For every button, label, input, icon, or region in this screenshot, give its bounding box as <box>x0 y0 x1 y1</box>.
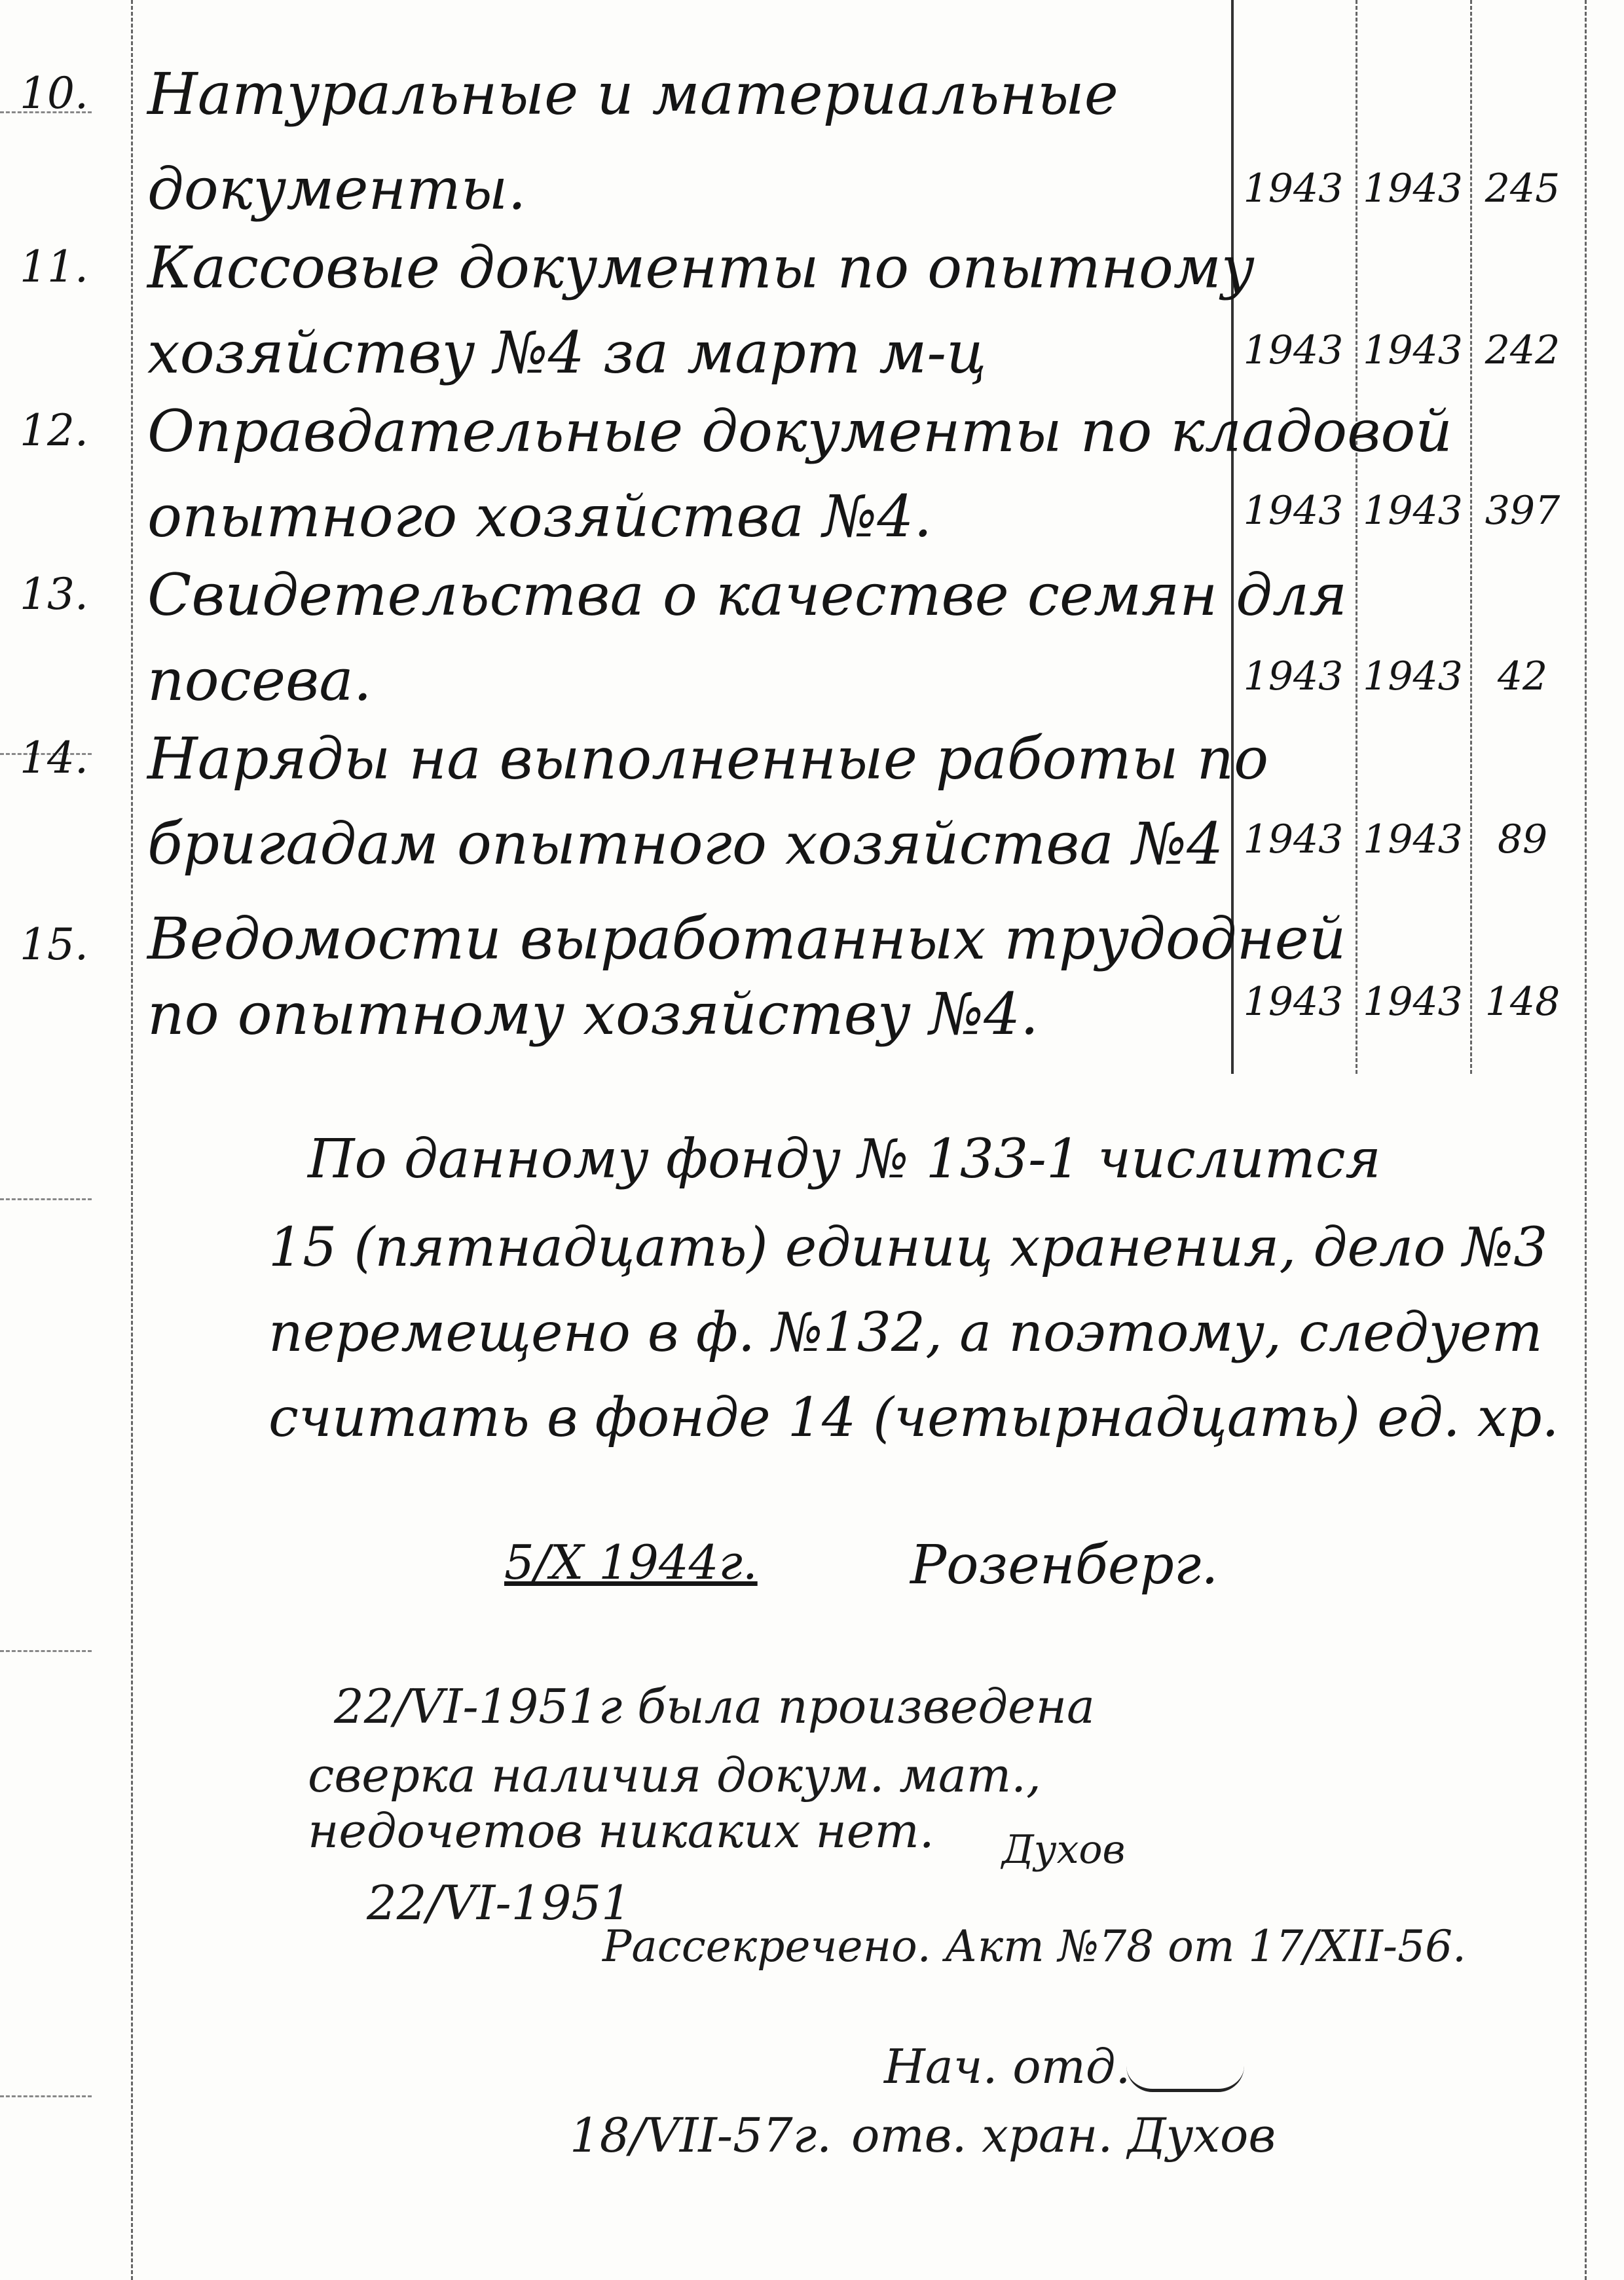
check-note-date: 22/VI-1951 <box>367 1875 631 1930</box>
head-signature-mark <box>1126 2036 1244 2092</box>
row-title-line: Свидетельства о качестве семян для <box>147 561 1348 629</box>
row-title-line: опытного хозяйства №4. <box>147 483 932 550</box>
row-number: 12. <box>20 405 88 456</box>
sheets-cell: 89 <box>1497 817 1548 862</box>
row-title-line: Ведомости выработанных трудодней <box>147 905 1346 972</box>
year-end-cell: 1943 <box>1363 817 1463 862</box>
check-note-signature: Духов <box>1002 1827 1126 1873</box>
row-title-line: Натуральные и материальные <box>147 60 1118 128</box>
year-end-cell: 1943 <box>1363 488 1463 534</box>
column-divider-sheets <box>1470 0 1472 1074</box>
year-end-cell: 1943 <box>1363 979 1463 1025</box>
year-end-cell: 1943 <box>1363 327 1463 373</box>
margin-dash <box>0 2095 92 2097</box>
declassification-note: Рассекречено. Акт №78 от 17/XII-56. <box>602 1921 1467 1972</box>
sheets-cell: 42 <box>1497 653 1548 699</box>
row-number: 10. <box>20 68 88 119</box>
year-start-cell: 1943 <box>1243 817 1344 862</box>
row-title-line: хозяйству №4 за март м-ц <box>147 319 987 386</box>
year-start-cell: 1943 <box>1243 166 1344 211</box>
sheets-cell: 242 <box>1485 327 1560 373</box>
summary-line: 15 (пятнадцать) единиц хранения, дело №3 <box>268 1217 1548 1279</box>
year-start-cell: 1943 <box>1243 979 1344 1025</box>
row-title-line: Кассовые документы по опытному <box>147 234 1255 301</box>
margin-line <box>131 0 133 2280</box>
row-title-line: документы. <box>147 155 526 223</box>
summary-signature: Розенберг. <box>910 1534 1219 1596</box>
custodian: отв. хран. Духов <box>851 2108 1276 2163</box>
row-number: 11. <box>20 242 88 292</box>
year-end-cell: 1943 <box>1363 653 1463 699</box>
year-start-cell: 1943 <box>1243 488 1344 534</box>
row-title-line: по опытному хозяйству №4. <box>147 980 1039 1048</box>
row-title-line: бригадам опытного хозяйства №4 <box>147 810 1224 877</box>
margin-dash <box>0 1650 92 1652</box>
year-start-cell: 1943 <box>1243 653 1344 699</box>
summary-line: По данному фонду № 133-1 числится <box>308 1128 1381 1190</box>
sheets-cell: 148 <box>1485 979 1560 1025</box>
head-of-department: Нач. отд. <box>884 2039 1131 2094</box>
summary-line: перемещено в ф. №132, а поэтому, следует <box>268 1302 1543 1364</box>
margin-dash <box>0 1198 92 1200</box>
row-title-line: Оправдательные документы по кладовой <box>147 397 1452 465</box>
row-title-line: Наряды на выполненные работы по <box>147 725 1269 792</box>
year-end-cell: 1943 <box>1363 166 1463 211</box>
year-start-cell: 1943 <box>1243 327 1344 373</box>
summary-date: 5/X 1944г. <box>504 1535 758 1590</box>
summary-line: считать в фонде 14 (четырнадцать) ед. хр. <box>268 1387 1559 1449</box>
check-note-line: сверка наличия докум. мат., <box>308 1748 1041 1803</box>
row-number: 13. <box>20 569 88 619</box>
check-note-line: недочетов никаких нет. <box>308 1803 934 1858</box>
row-number: 15. <box>20 919 88 970</box>
final-date: 18/VII-57г. <box>570 2108 832 2163</box>
right-edge-line <box>1585 0 1587 2280</box>
check-note-line: 22/VI-1951г была произведена <box>334 1679 1095 1734</box>
sheets-cell: 245 <box>1485 166 1560 211</box>
row-number: 14. <box>20 733 88 783</box>
sheets-cell: 397 <box>1485 488 1560 534</box>
row-title-line: посева. <box>147 646 372 714</box>
column-divider-year <box>1356 0 1357 1074</box>
